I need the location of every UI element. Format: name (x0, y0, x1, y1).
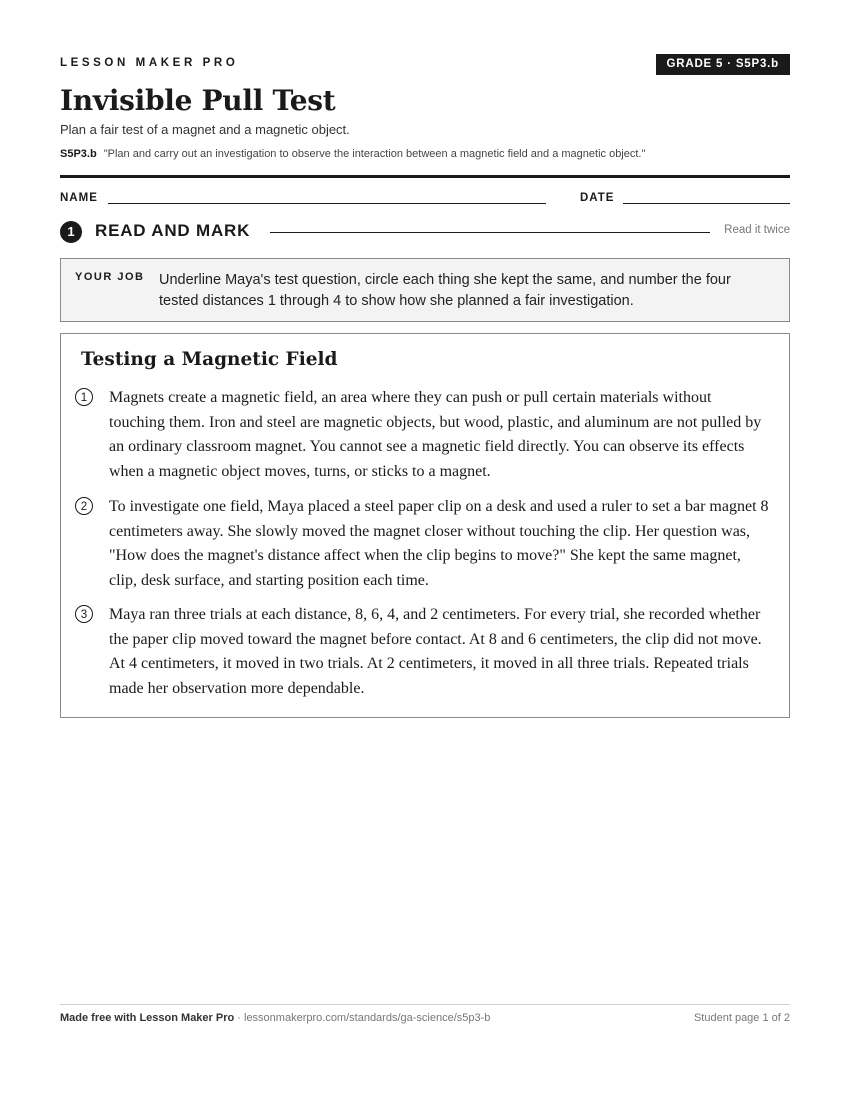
paragraph-text: Maya ran three trials at each distance, 8, 6, 4, and 2 centimeters. For every trial, she recorded whether the paper clip moved toward the magnet before contact. At 8 and 6 centimeters, the clip did not move. At 4 centimeters, it moved in two trials. At 2 centimeters, it moved in all three trials. Repeated trials made her observation more dependable. (109, 606, 762, 697)
section-divider (270, 232, 710, 233)
date-field[interactable] (623, 203, 790, 204)
paragraph-number: 2 (75, 497, 93, 515)
date-label: DATE (580, 192, 615, 204)
name-label: NAME (60, 192, 98, 204)
footer-url[interactable]: · lessonmakerpro.com/standards/ga-science/s5p3-b (237, 1012, 491, 1024)
paragraph-number: 1 (75, 388, 93, 406)
name-field[interactable] (108, 203, 546, 204)
header-divider (60, 175, 790, 178)
reading-passage (60, 333, 790, 718)
worksheet-page (60, 0, 790, 1100)
paragraph-text: To investigate one field, Maya placed a steel paper clip on a desk and used a ruler to set a bar magnet 8 centimeters away. She slowly moved the magnet closer without touching the clip. Her question was, "How does the magnet's distance affect when the clip begins to move?" She kept the same magnet, clip, desk surface, and starting position each time. (109, 498, 769, 589)
paragraph-text: Magnets create a magnetic field, an area where they can push or pull certain materials without touching them. Iron and steel are magnetic objects, but wood, plastic, and aluminum are not pulled by an ordinary classroom magnet. You cannot see a magnetic field directly. You can observe its effects when a magnetic object moves, turns, or sticks to a magnet. (109, 389, 762, 480)
page-title: Invisible Pull Test (60, 84, 336, 117)
your-job-label: YOUR JOB (75, 271, 145, 283)
page-subtitle: Plan a fair test of a magnet and a magnetic object. (60, 122, 350, 137)
section-number-badge: 1 (60, 221, 82, 243)
paragraph-number: 3 (75, 605, 93, 623)
brand-name: LESSON MAKER PRO (60, 57, 239, 69)
section-note: Read it twice (724, 224, 790, 236)
grade-badge: GRADE 5 · S5P3.b (656, 54, 791, 75)
standard-code: S5P3.b (60, 148, 97, 160)
footer-page-number: Student page 1 of 2 (693, 1012, 790, 1024)
your-job-text: Underline Maya's test question, circle each thing she kept the same, and number the four tested distances 1 through 4 to show how she planned a fair investigation. (159, 272, 731, 309)
standard-line (60, 148, 645, 160)
footer-credit (60, 1012, 490, 1024)
your-job-box (60, 258, 790, 322)
footer-made-with: Made free with Lesson Maker Pro (60, 1012, 235, 1024)
standard-text: "Plan and carry out an investigation to observe the interaction between a magnetic field and a magnetic object." (103, 148, 646, 160)
section-read-and-mark (60, 220, 790, 244)
footer-divider (60, 1004, 790, 1005)
section-heading: READ AND MARK (95, 221, 251, 240)
passage-title: Testing a Magnetic Field (81, 349, 338, 370)
